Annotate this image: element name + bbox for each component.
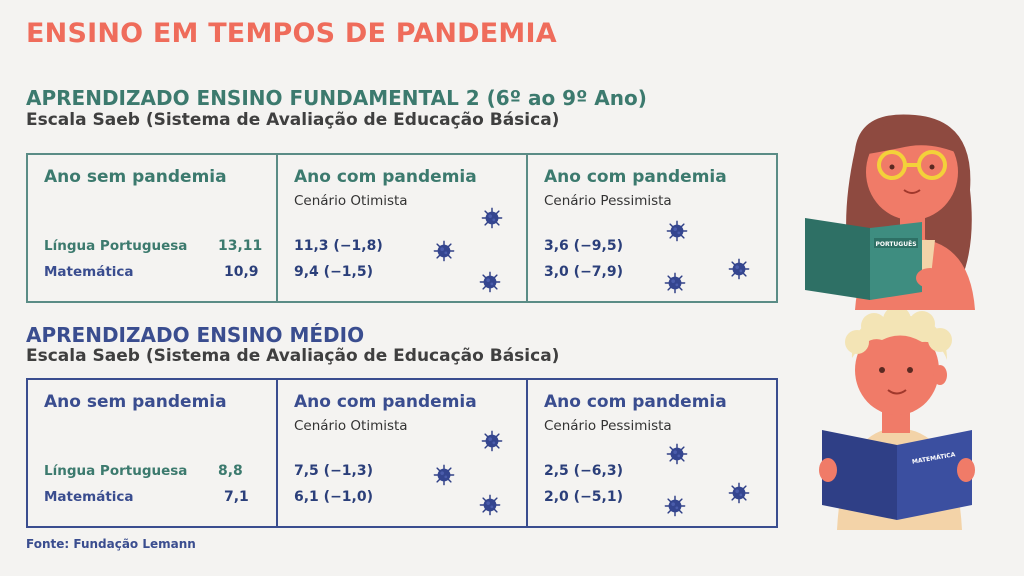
value-portuguese: 11,3 (−1,8) bbox=[294, 238, 383, 254]
section-subtitle-medio: Escala Saeb (Sistema de Avaliação de Educação Básica) bbox=[26, 346, 560, 366]
virus-icon bbox=[433, 240, 455, 262]
value-portuguese: 8,8 bbox=[218, 463, 243, 479]
virus-icon bbox=[479, 271, 501, 293]
section-title-medio: APRENDIZADO ENSINO MÉDIO bbox=[26, 323, 365, 347]
value-math: 2,0 (−5,1) bbox=[544, 489, 624, 505]
value-math: 3,0 (−7,9) bbox=[544, 264, 624, 280]
book-label-matematica: MATEMÁTICA bbox=[911, 451, 956, 466]
subject-portuguese: Língua Portuguesa bbox=[44, 238, 188, 254]
virus-icon bbox=[666, 443, 688, 465]
virus-icon bbox=[481, 430, 503, 452]
virus-icon bbox=[664, 495, 686, 517]
virus-icon bbox=[728, 258, 750, 280]
virus-icon bbox=[479, 494, 501, 516]
value-portuguese: 13,11 bbox=[218, 238, 263, 254]
table-fundamental bbox=[26, 153, 778, 303]
scenario-label: Cenário Otimista bbox=[294, 193, 408, 209]
cell-otimista bbox=[276, 380, 526, 526]
virus-icon bbox=[666, 220, 688, 242]
section-subtitle-fundamental: Escala Saeb (Sistema de Avaliação de Educação Básica) bbox=[26, 110, 560, 130]
book-label-portugues: PORTUGUÊS bbox=[875, 241, 917, 248]
column-header: Ano sem pandemia bbox=[44, 392, 227, 412]
column-header: Ano com pandemia bbox=[294, 167, 477, 187]
page-title: ENSINO EM TEMPOS DE PANDEMIA bbox=[26, 18, 557, 49]
value-math: 9,4 (−1,5) bbox=[294, 264, 374, 280]
virus-icon bbox=[664, 272, 686, 294]
column-header: Ano sem pandemia bbox=[44, 167, 227, 187]
subject-math: Matemática bbox=[44, 264, 134, 280]
value-portuguese: 7,5 (−1,3) bbox=[294, 463, 374, 479]
scenario-label: Cenário Pessimista bbox=[544, 418, 672, 434]
value-portuguese: 3,6 (−9,5) bbox=[544, 238, 624, 254]
boy-reading-illustration bbox=[812, 310, 982, 530]
cell-sem-pandemia bbox=[28, 380, 276, 526]
cell-sem-pandemia bbox=[28, 155, 276, 301]
virus-icon bbox=[433, 464, 455, 486]
column-header: Ano com pandemia bbox=[544, 392, 727, 412]
cell-pessimista bbox=[526, 155, 776, 301]
column-header: Ano com pandemia bbox=[294, 392, 477, 412]
value-portuguese: 2,5 (−6,3) bbox=[544, 463, 624, 479]
subject-math: Matemática bbox=[44, 489, 134, 505]
value-math: 10,9 bbox=[224, 264, 259, 280]
virus-icon bbox=[728, 482, 750, 504]
section-title-fundamental: APRENDIZADO ENSINO FUNDAMENTAL 2 (6º ao 9º Ano) bbox=[26, 86, 647, 110]
scenario-label: Cenário Pessimista bbox=[544, 193, 672, 209]
source-note: Fonte: Fundação Lemann bbox=[26, 537, 196, 551]
virus-icon bbox=[481, 207, 503, 229]
value-math: 7,1 bbox=[224, 489, 249, 505]
table-medio bbox=[26, 378, 778, 528]
scenario-label: Cenário Otimista bbox=[294, 418, 408, 434]
girl-reading-illustration bbox=[800, 110, 1000, 310]
column-header: Ano com pandemia bbox=[544, 167, 727, 187]
cell-pessimista bbox=[526, 380, 776, 526]
value-math: 6,1 (−1,0) bbox=[294, 489, 374, 505]
subject-portuguese: Língua Portuguesa bbox=[44, 463, 188, 479]
cell-otimista bbox=[276, 155, 526, 301]
